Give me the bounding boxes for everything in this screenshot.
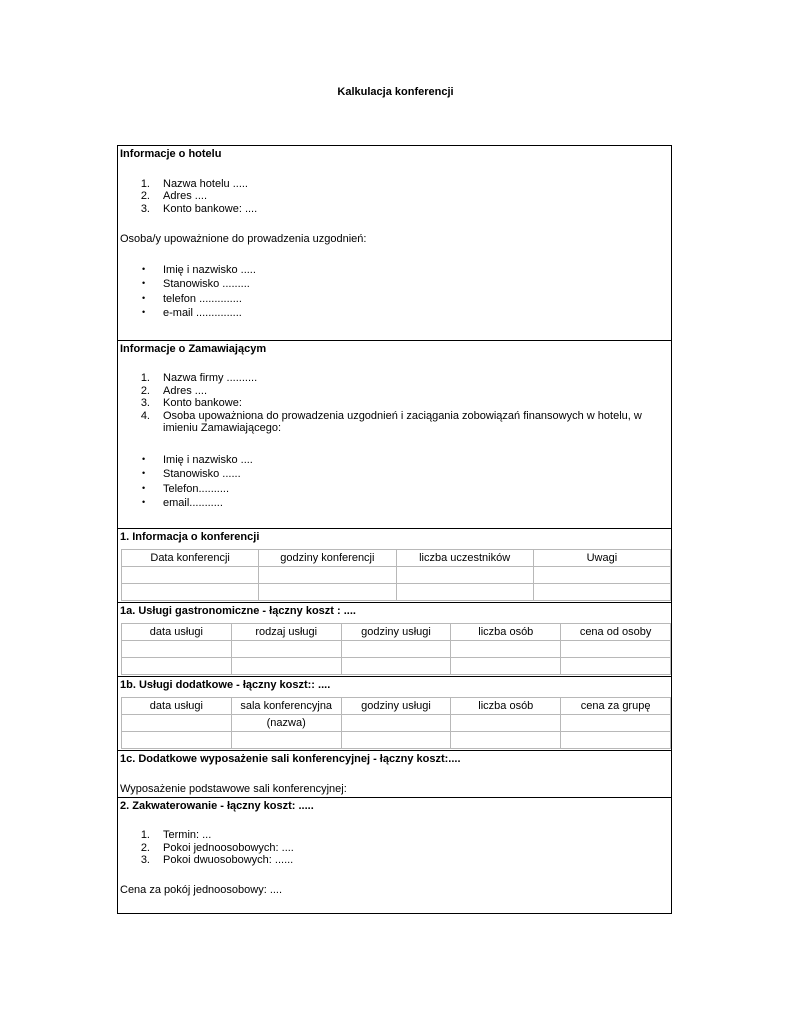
table-header-row [122,550,671,567]
client-bank-item: Konto bankowe: [163,397,242,409]
client-heading: Informacje o Zamawiającym [120,343,267,355]
table-cell[interactable] [341,732,451,749]
table-cell[interactable] [451,658,561,675]
lodging-heading: 2. Zakwaterowanie - łączny koszt: ..... [120,800,314,812]
table-cell[interactable] [122,641,232,658]
table-cell[interactable] [231,732,341,749]
list-number: 2. [140,385,150,397]
column-header: data usługi [122,698,232,715]
table-cell[interactable] [122,732,232,749]
table-cell[interactable] [533,567,670,584]
conference-table [121,549,671,601]
client-contact-name: Imię i nazwisko .... [163,454,253,466]
lodging-section [118,797,671,913]
hotel-section [118,146,671,340]
list-number: 1. [140,178,150,190]
table-cell[interactable] [259,567,396,584]
table-row [122,641,671,658]
bullet-icon: • [142,468,146,478]
table-header-row [122,698,671,715]
conference-section [118,528,671,602]
client-section [118,340,671,528]
bullet-icon: • [142,483,146,493]
list-number: 2. [140,842,150,854]
equipment-section [118,750,671,797]
table-cell[interactable] [231,658,341,675]
client-contact-email: email........... [163,497,223,509]
client-authorized-item: Osoba upoważniona do prowadzenia uzgodnień i zaciągania zobowiązań finansowych w hotelu, w [163,410,642,422]
column-header: cena za grupę [561,698,671,715]
conference-heading: 1. Informacja o konferencji [120,531,260,543]
bullet-icon: • [142,497,146,507]
hotel-contact-position: Stanowisko ......... [163,278,250,290]
table-cell[interactable] [341,658,451,675]
table-row [122,715,671,732]
form-frame [117,145,672,914]
table-cell[interactable] [341,715,451,732]
column-header: godziny usługi [341,698,451,715]
table-cell[interactable] [231,641,341,658]
hotel-contact-email: e-mail ............... [163,307,242,319]
table-row [122,584,671,601]
column-header: liczba osób [451,698,561,715]
table-cell[interactable] [533,584,670,601]
extras-table [121,697,671,749]
bullet-icon: • [142,454,146,464]
hotel-name-item: Nazwa hotelu ..... [163,178,248,190]
table-cell[interactable] [561,641,671,658]
table-cell[interactable] [561,732,671,749]
bullet-icon: • [142,264,146,274]
column-header: liczba osób [451,624,561,641]
table-cell[interactable] [561,658,671,675]
table-header-row [122,624,671,641]
hotel-address-item: Adres .... [163,190,208,202]
table-cell[interactable] [122,715,232,732]
hotel-contact-name: Imię i nazwisko ..... [163,264,256,276]
client-authorized-item-cont: imieniu Zamawiającego: [163,422,281,434]
list-number: 1. [140,829,150,841]
table-row [122,658,671,675]
bullet-icon: • [142,293,146,303]
catering-table [121,623,671,675]
hotel-authorized-label: Osoba/y upoważnione do prowadzenia uzgodnień: [120,233,367,245]
table-row [122,567,671,584]
catering-section [118,602,671,676]
document-title: Kalkulacja konferencji [337,86,454,98]
extras-heading: 1b. Usługi dodatkowe - łączny koszt:: .... [120,679,331,691]
column-header: godziny usługi [341,624,451,641]
column-header: liczba uczestników [396,550,533,567]
lodging-term-item: Termin: ... [163,829,212,841]
table-cell[interactable] [122,567,259,584]
bullet-icon: • [142,278,146,288]
hotel-heading: Informacje o hotelu [120,148,222,160]
list-number: 4. [140,410,150,422]
table-cell[interactable] [396,584,533,601]
table-cell[interactable] [259,584,396,601]
table-cell[interactable] [396,567,533,584]
client-company-item: Nazwa firmy .......... [163,372,258,384]
column-header: sala konferencyjna [231,698,341,715]
table-cell[interactable] [341,641,451,658]
catering-heading: 1a. Usługi gastronomiczne - łączny koszt : .... [120,605,356,617]
lodging-single-item: Pokoi jednoosobowych: .... [163,842,294,854]
list-number: 2. [140,190,150,202]
equipment-base-label: Wyposażenie podstawowe sali konferencyjnej: [120,783,347,795]
hotel-bank-item: Konto bankowe: .... [163,203,258,215]
table-cell[interactable] [122,584,259,601]
column-header-note: (nazwa) [231,715,341,732]
table-cell[interactable] [451,732,561,749]
list-number: 3. [140,203,150,215]
bullet-icon: • [142,307,146,317]
table-row [122,732,671,749]
list-number: 1. [140,372,150,384]
table-cell[interactable] [122,658,232,675]
column-header: godziny konferencji [259,550,396,567]
client-contact-phone: Telefon.......... [163,483,230,495]
list-number: 3. [140,397,150,409]
lodging-price-label: Cena za pokój jednoosobowy: .... [120,884,283,896]
lodging-double-item: Pokoi dwuosobowych: ...... [163,854,294,866]
list-number: 3. [140,854,150,866]
table-cell[interactable] [451,641,561,658]
client-address-item: Adres .... [163,385,208,397]
table-cell[interactable] [451,715,561,732]
column-header: rodzaj usługi [231,624,341,641]
equipment-heading: 1c. Dodatkowe wyposażenie sali konferencyjnej - łączny koszt:.... [120,753,461,765]
extras-section [118,676,671,750]
column-header: data usługi [122,624,232,641]
hotel-contact-phone: telefon .............. [163,293,242,305]
column-header: cena od osoby [561,624,671,641]
table-cell[interactable] [561,715,671,732]
column-header: Uwagi [533,550,670,567]
column-header: Data konferencji [122,550,259,567]
client-contact-position: Stanowisko ...... [163,468,241,480]
